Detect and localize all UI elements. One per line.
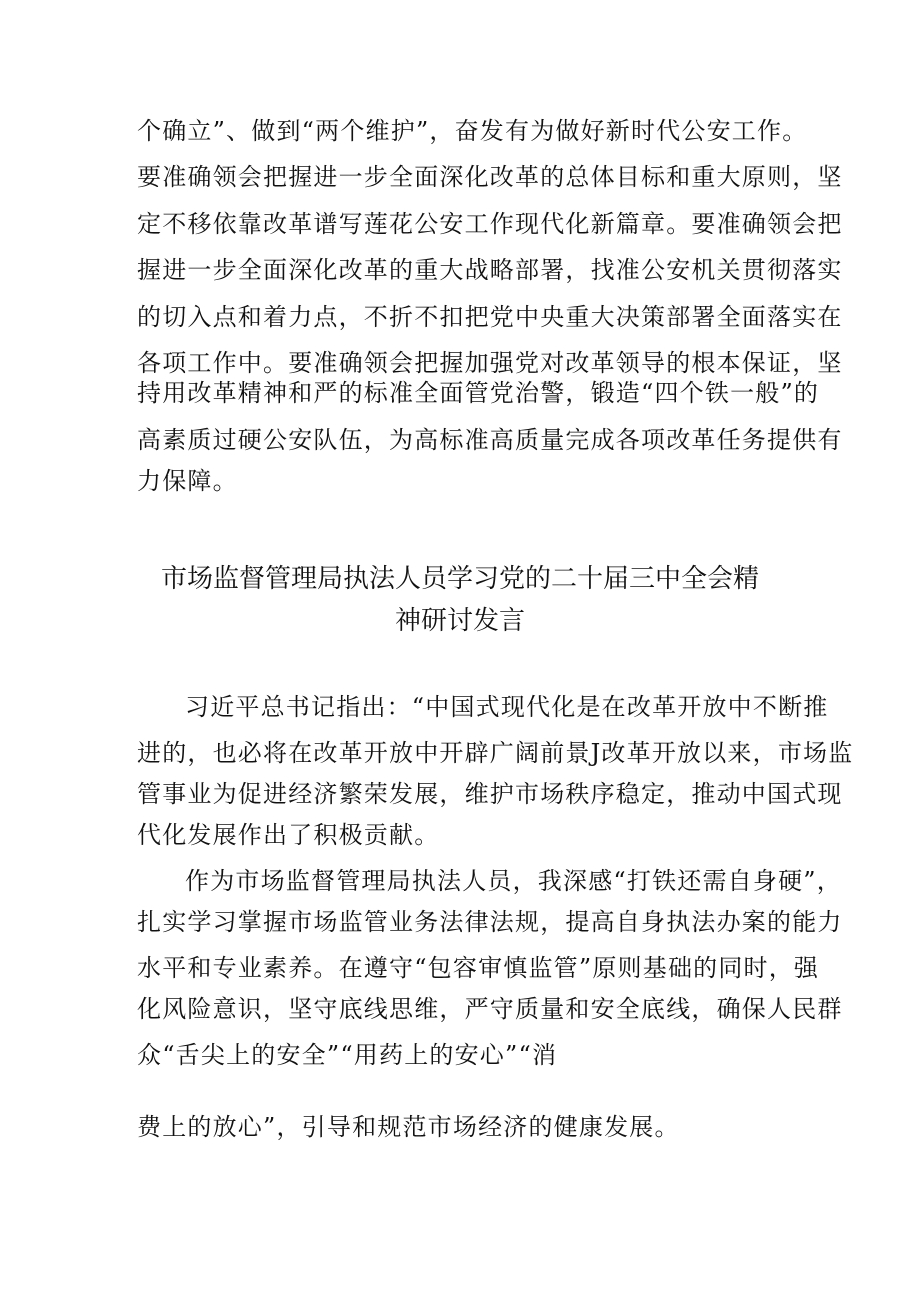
paragraph-2-line: 众“舌尖上的安全”“用药上的安心”“消 [137, 1041, 558, 1069]
paragraph-1-line: 管事业为促进经济繁荣发展，维护市场秩序稳定，推动中国式现 [137, 780, 843, 808]
section-title-line-1: 市场监督管理局执法人员学习党的二十届三中全会精 [160, 564, 759, 594]
upper-paragraph-line: 握进一步全面深化改革的重大战略部署，找准公安机关贯彻落实 [137, 256, 843, 284]
paragraph-2-line: 化风险意识，坚守底线思维，严守质量和安全底线，确保人民群 [137, 995, 843, 1023]
upper-paragraph-line: 的切入点和着力点，不折不扣把党中央重大决策部署全面落实在 [137, 303, 843, 331]
paragraph-2-line: 作为市场监督管理局执法人员，我深感“打铁还需自身硬”， [185, 867, 842, 895]
upper-paragraph-line: 持用改革精神和严的标准全面管党治警，锻造“四个铁一般”的 [137, 379, 820, 407]
paragraph-1-line: 习近平总书记指出：“中国式现代化是在改革开放中不断推 [185, 693, 829, 721]
upper-paragraph-line: 力保障。 [137, 467, 238, 495]
upper-paragraph-line: 定不移依靠改革谱写莲花公安工作现代化新篇章。要准确领会把 [137, 210, 843, 238]
paragraph-1-line: 代化发展作出了积极贡献。 [137, 821, 440, 849]
paragraph-2-line: 水平和专业素养。在遵守“包容审慎监管”原则基础的同时，强 [137, 954, 820, 982]
paragraph-2-line: 费上的放心”，引导和规范市场经济的健康发展。 [137, 1113, 680, 1141]
paragraph-1-line: 进的，也必将在改革开放中开辟广阔前景J改革开放以来，市场监 [137, 739, 854, 767]
upper-paragraph-line: 要准确领会把握进一步全面深化改革的总体目标和重大原则，坚 [137, 163, 843, 191]
upper-paragraph-line: 个确立”、做到“两个维护”，奋发有为做好新时代公安工作。 [137, 117, 808, 145]
upper-paragraph-line: 高素质过硬公安队伍，为高标准高质量完成各项改革任务提供有 [137, 426, 843, 454]
upper-paragraph-line: 各项工作中。要准确领会把握加强党对改革领导的根本保证，坚 [137, 349, 843, 377]
paragraph-2-line: 扎实学习掌握市场监管业务法律法规，提高自身执法办案的能力 [137, 908, 843, 936]
section-title-line-2: 神研讨发言 [394, 606, 525, 636]
